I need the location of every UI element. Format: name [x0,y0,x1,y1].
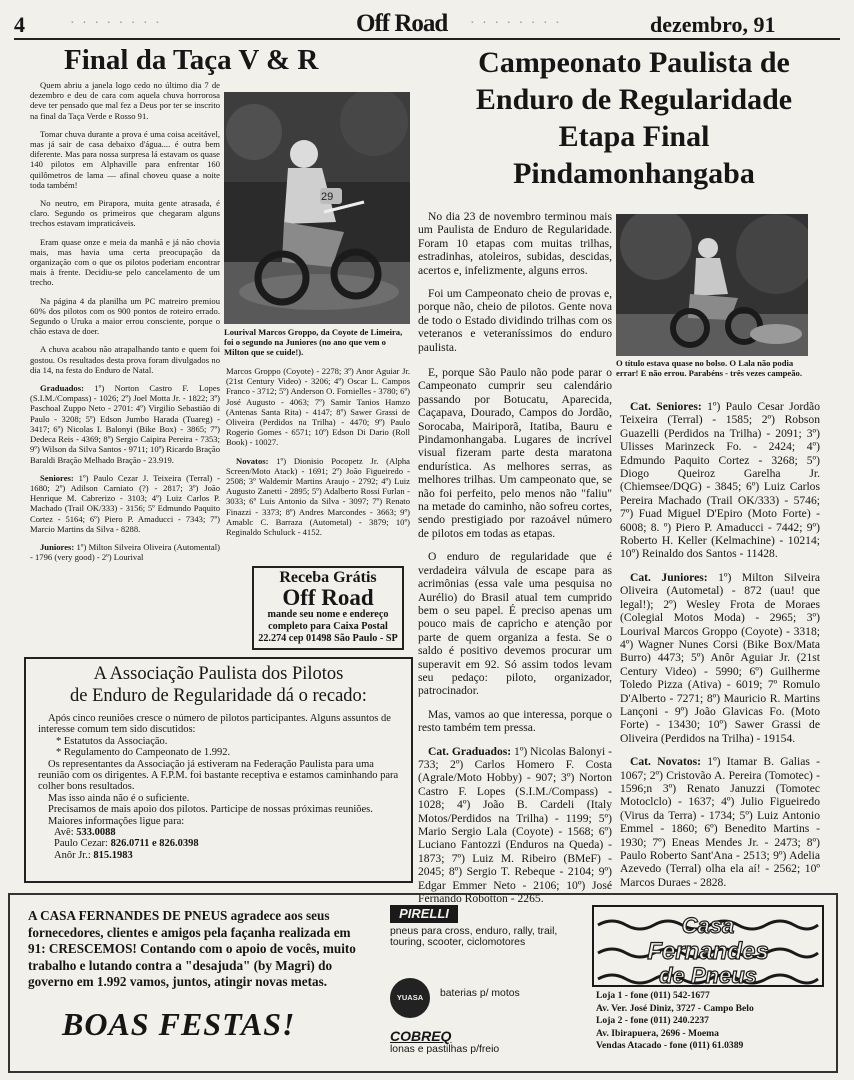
title-line: Enduro de Regularidade [475,83,793,116]
article-title-campeonato [434,44,834,192]
phone-number: 533.0088 [76,827,116,839]
results-text: 1º) Dionisio Pocopetz Jr. (Alpha Screen/Moto Atack) - 1691; 2º) João Figueiredo - 2508; 3º Waldemir Martins Araujo - 2792; 4º) Luiz Augusto Zanetti - 2895; 5º) Adalberto Rossi Furlan - 3033; 6º Luis Antonio da Silva - 3097; 7º) Renato Finazzi - 3373; 8º) Andres Marcondes - 3663; 9º) Amablc C. Barraza (Autometal) - 3879; 10º) Reginaldo Schuluck - 4152. [226,455,410,538]
phone-number: 826.0711 e 826.0398 [110,838,199,850]
ad-main-text: A CASA FERNANDES DE PNEUS agradece aos seus fornecedores, clientes e amigos pela façanha realizada em 91: CRESCEMOS! Contando com o apoio de vocês, muito trabalho e lutando contra a "desajuda" (by Magri) do governo em 1.992 vamos, juntos, atingir novas metas. [28,908,356,990]
association-title-line: de Enduro de Regularidade dá o recado: [70,686,367,706]
results-text: 1º) Paulo Cezar J. Teixeira (Terral) - 1680; 2º) Adilson Carniato (?) - 2817; 3º) João Henrique M. Cabrerizo - 3103; 4º) Luiz Carlos P. Machado (Trail OK/333) - 3156; 5º Edmundo Paquito Cortez - 5164; 6º) Piero P. Amaducci - 7343; 7º) Marcio Martins da Silva - 8288. [30,472,220,534]
results-text: 1º) Norton Castro F. Lopes (S.I.M./Compass) - 1026; 2º) Joel Motta Jr. - 1822; 3º) Paschoal Zuppo Neto - 2701: 4º) Virgilio Sebastião di Paulo - 3208; 5º) Edson Jumbo Harada (Tuareg) - 3417; 6º) Nicolas I. Balonyi (Bike Box) - 3865; 7º) Dedeca Reis - 4369; 8º) Sergio Caipira Pereira - 7353; 9º) Wilson da Silva Santos - 9711; 10º) Ricardo Bração Baraldi Bração Melhado Bração - 23.919. [30,383,220,465]
article-title-final-taca: Final da Taça V & R [64,44,319,76]
results-graduados [30,383,220,465]
paragraph: Tomar chuva durante a prova é uma coisa aceitável, mas já sair de casa debaixo d'água.... é outra bem diferente. Mas para nossa surpresa lá estavam os quase 140 pilotos em Alphaville para enfrentar 160 quilômetros de lama — afinal choveu quase a noite toda também! [30,128,220,190]
paragraph: A chuva acabou não atrapalhando tanto e quem foi gostou. Os resultados desta prova foram divulgados no dia 14, na festa do Enduro de Natal. [30,344,220,375]
results-juniores [30,542,220,562]
receba-title: Receba Grátis [279,569,377,586]
results-text: 1º) Milton Silveira Oliveira (Automental) - 1796 (very good) - 2º) Lourival [30,541,220,563]
results-novatos [620,755,820,889]
association-line: Os representantes da Associação já estiveram na Federação Paulista para uma reunião com os dirigentes. A F.P.M. foi bastante receptiva e estamos caminhando para colher bons resultados. [38,758,399,793]
results-novatos [226,456,410,538]
association-line: Precisamos de mais apoio dos pilotos. Participe de nossas próximas reuniões. [48,804,373,816]
casa-fernandes-logo [592,905,824,987]
paragraph: Foi um Campeonato cheio de provas e, porque não, cheio de pilotos. Gente nova de todo o Estado dividindo trilhas com os veteranos e veteraníssimos do enduro paulista. [418,287,612,354]
association-notice-box [24,657,413,883]
issue-date: dezembro, 91 [650,12,776,37]
right-article-intro [418,210,612,364]
results-text: 1º) Nicolas Balonyi - 733; 2º) Carlos Homero F. Costa (Agrale/Moto Hobby) - 907; 3º) Norton Castro F. Lopes (S.I.M./Compass) - 1028; 4º) João B. Cardeli (Italy Motos/Perdidos na Trilha) - 1199; 5º) Mario Sergio Lala (Coyote) - 1568; 6º) Luciano Fantozzi (Enduros na Queda) - 1873; 7º) Luiz M. Ribeiro (BMeF) - 2045; 8º) Sergio T. Rebeque - 2104; 9º) Edgar Emmer Neto - 2106; 10º) José Fernando Robotton - 2265. [418,744,612,906]
paragraph: Quem abriu a janela logo cedo no último dia 7 de dezembro e deu de cara com aquela chuva horrorosa deve ter pensado que mal fez a Deus por ter se inscrito na final da Taça Verde e Rosso 91. [30,80,220,121]
association-title [38,663,399,707]
results-label: Cat. Seniores: [630,400,702,413]
title-line: Campeonato Paulista de [478,46,790,79]
page-number: 4 [14,12,25,37]
results-seniores [620,400,820,561]
paragraph: Eram quase onze e meia da manhã e já não chovia mais, mas havia uma certa preocupação da organização com o que os pilotos poderiam encontrar mais à frente. Decidiu-se pelo cancelamento de um trecho. [30,236,220,288]
results-label: Cat. Juniores: [630,570,708,584]
paragraph: Na página 4 da planilha um PC matreiro premiou 60% dos pilotos com os 900 pontos de roteiro errado. Segundo o Uruka a maior errou consciente, porque o chão estava de doer. [30,295,220,337]
paragraph: E, porque São Paulo não pode parar o Campeonato cumprir seu calendário passando por Botucatu, Aparecida, Caçapava, Dourado, Campos do Jordão, Sorocaba, Mairiporã, Itatiba, Bauru e Pindamonhangaba. Lugares de incrível visual fizeram parte desta maratona endurística. As melhores serras, as melhores trilhas. Um campeonato que, se não foi perfeito, pelo menos não "faliu" na metade do caminho, não sofreu cortes, sendo prestigiado por razoável número de pilotos em todas as etapas. [418,366,612,540]
association-body [38,713,399,861]
photo-caption: O título estava quase no bolso. O Lala não podia errar! E não errou. Parabéns - três vezes campeão. [616,358,802,378]
results-label: Cat. Graduados: [428,744,512,758]
phone-line [38,838,399,849]
left-article-column [30,80,220,570]
casa-logo-line: Casa [681,913,735,938]
address-line: Loja 2 - fone (011) 240.2237 [596,1015,709,1027]
header-noise: · · · · · · · · [470,16,562,31]
receba-gratis-box [252,566,404,650]
right-article-column-2 [620,400,820,899]
results-label: Graduados: [40,383,84,394]
association-bullet: * Regulamento do Campeonato de 1.992. [56,747,231,759]
svg-text:29: 29 [321,191,334,203]
address-line: Av. Ver. José Diniz, 3727 - Campo Belo [596,1002,754,1014]
phone-line [38,850,399,861]
photo-enduro-rider [616,214,808,356]
yuasa-description: baterias p/ motos [440,988,520,999]
results-seniores [30,473,220,534]
yuasa-logo: YUASA [390,978,430,1018]
cobreq-description: lonas e pastilhas p/freio [390,1044,500,1055]
results-text: 1º) Paulo Cesar Jordão Teixeira (Terral) - 1585; 2º) Robson Guazelli (Perdidos na Trilha) - 2091; 3º) Ulisses Marinzeck Fo. - 2424; 4º) Edmundo Paquito Cortez - 3268; 5º) Diogo Queiroz Garelha Jr. (Chiemsee/DQG) - 3845; 6º) Luiz Carlos Pereira Machado (Trail OK/333) - 5746; 7º) Fuad Miguel D'Epiro (Moto Forte) - 6008; 8. º) Piero P. Amaducci - 7442; 9º) Roberto H. Keller (Kelmachine) - 10214; 10º) Reinaldo dos Santos - 11428. [620,400,821,561]
association-line: Mas isso ainda não é o suficiente. [48,792,190,804]
photo-caption: Lourival Marcos Groppo, da Coyote de Limeira, foi o segundo na Juniores (no ano que vem o Milton que se cuide!). [224,327,403,357]
header-rule [14,38,840,40]
left-article-column-2 [226,366,410,545]
phone-name: Anôr Jr.: [54,849,91,861]
cobreq-logo: COBREQ [390,1028,452,1044]
paragraph: No neutro, em Pirapora, muita gente atrasada, é claro. Segundo os primeiros que chegaram alguns trechos estavam impraticáveis. [30,198,220,229]
store-addresses [596,990,822,1053]
results-label: Novatos: [236,455,269,466]
photo-motocross-rider [224,92,410,324]
receba-logo: Off Road [282,585,374,610]
photo-rider-illustration [616,214,808,356]
phone-line [38,827,399,838]
association-line: Após cinco reuniões cresce o número de pilotos participantes. Alguns assuntos de interesse comum tem sido discutidos: [38,713,391,736]
address-line: Av. Ibirapuera, 2696 - Moema [596,1027,719,1039]
phone-name: Avê: [54,827,74,839]
title-line: Etapa Final [558,120,710,153]
address-line: Loja 1 - fone (011) 542-1677 [596,990,710,1001]
pirelli-description: pneus para cross, enduro, rally, trail, touring, scooter, ciclomotores [390,926,558,949]
receba-body: mande seu nome e endereço completo para Caixa Postal 22.274 cep 01498 São Paulo - SP [258,609,398,644]
association-title-line: A Associação Paulista dos Pilotos [93,664,344,684]
paragraph: O enduro de regularidade que é verdadeira válvula de escape para as acrimônias (essa vale uma pesquisa no Aurélio) do Brasil atual tem cumprido bem o seu papel. É preciso apenas um pouco mais de capricho e atenção por parte de quem organiza a festa. Se o saldo é positivo devemos procurar um superavit em 92. Só assim todos levam seu pedaço: piloto, organizador, patrocinador. [418,550,612,698]
photo-rider-illustration [224,92,410,324]
title-line: Pindamonhangaba [513,157,755,190]
results-juniores [620,571,820,745]
ad-boas-festas: BOAS FESTAS! [62,1006,296,1042]
results-juniores-cont: Marcos Groppo (Coyote) - 2278; 3º) Anor Aguiar Jr. (21st Century Video) - 3206; 4º) Oscar L. Campos Franco - 3712; 5º) Anderson O. Fornielles - 3780; 6º) José Augusto - 4063; 7º) Samir Tanios Hamzo (Antenas Santa Rita) - 4147; 8º) Sawer Grassi de Oliveira (Perdidos na Trilha) - 4470; 9º) Paulo Rogerio Gomes - 6571; 10º) Edson Di Dario (Roll Book) - 10027. [226,366,410,448]
header-noise: · · · · · · · · [70,16,162,31]
results-label: Cat. Novatos: [630,755,701,769]
results-label: Juniores: [40,541,75,552]
phone-name: Paulo Cezar: [54,838,108,850]
results-text: 1º) Itamar B. Galias - 1067; 2º) Cristovão A. Pereira (Tomotec) - 1596;n 3º) Renato Januzzi (Tomotec Motoclclo) - 1637; 4º) Julio Figueiredo (Virus da Terra) - 1734; 5º) Luiz Antonio Emmel - 1860; 6º) Benedito Martins - 1930; 7º) Eneas Mendes Jr. - 2473; 8º) Paulo Roberto Sant'Ana - 2513; 9º) Adelia Azevedo (Terral) olha ela aí! - 2562; 10º Marcos Duraes - 2828. [620,755,820,889]
pirelli-logo: PIRELLI [390,905,458,923]
results-text: 1º) Milton Silveira Oliveira (Autometal) - 872 (uau! que legal!); 2º) Wesley Frota de Moraes (Colegial Motos Moda) - 2965; 3º) Lourival Marcos Groppo (Coyote) - 3318; 4º) Wagner Nunes Corsi (Bike Box/Mata Burro) 4473; 5º) Anôr Aguiar Jr. (21st Century Video) - 5990; 6º) Guilherme Toledo Pizza (Ativa) - 6019; 7º Romulo D'Alberto - 7271; 8º) Mauricio R. Martins Lançoni - 9º) João Glavicas Fo. (Moto Forte) - 13430; 10º) Sawer Grassi de Oliveira (Perdidos na Trilha) - 19154. [620,570,820,745]
association-bullet: * Estatutos da Associação. [56,735,168,747]
paragraph: Mas, vamos ao que interessa, porque o resto também tem pressa. [418,707,612,735]
masthead-logo: Off Road [356,10,448,37]
casa-logo-line: de Pneus [659,963,757,987]
casa-logo-line: Fernandes [647,938,769,965]
right-article-column-1 [418,366,612,915]
address-line: Vendas Atacado - fone (011) 61.0389 [596,1040,744,1052]
paragraph: No dia 23 de novembro terminou mais um Paulista de Enduro de Regularidade. Foram 10 etapas com muitas trilhas, estradinhas, atoleiros, subidas, descidas, acertos e, infelizmente, alguns erros. [418,210,612,277]
results-graduados [418,745,612,906]
phone-number: 815.1983 [93,849,133,861]
results-label: Seniores: [40,472,74,483]
association-line: Maiores informações ligue para: [48,815,185,827]
